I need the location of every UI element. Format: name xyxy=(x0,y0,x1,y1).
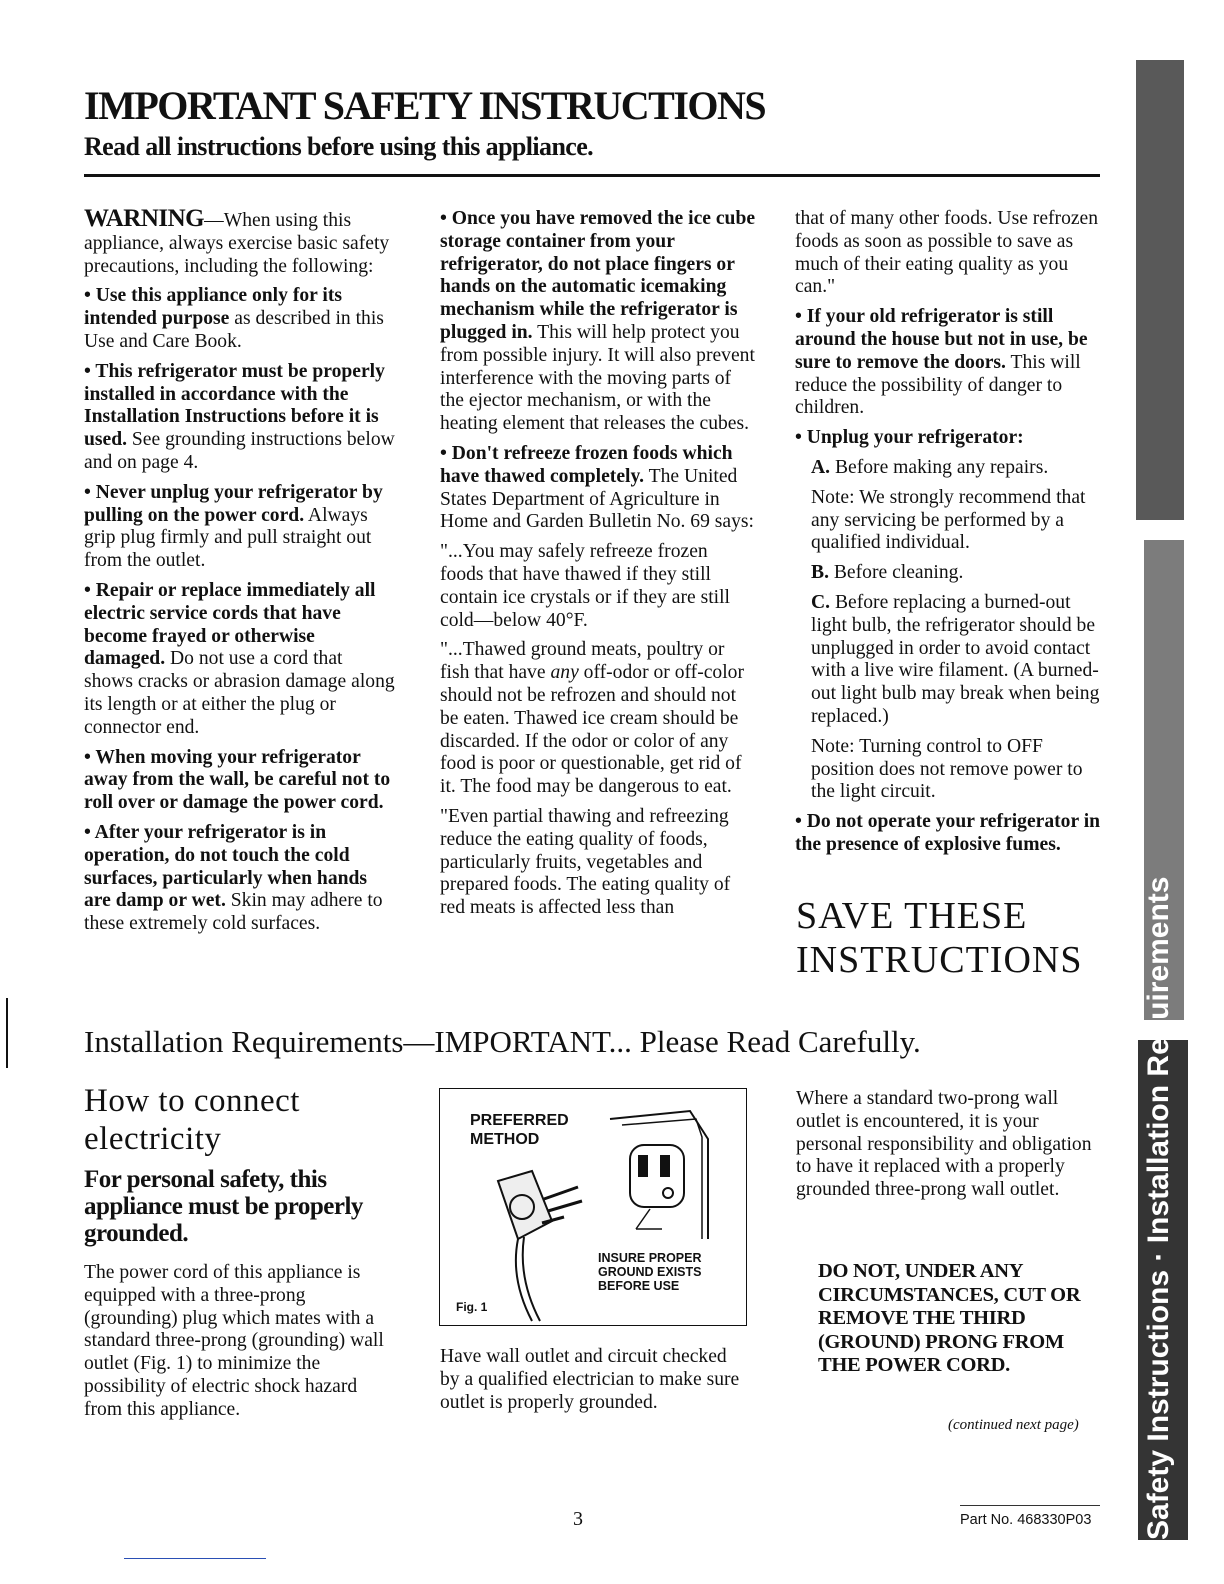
bullet-bold: • After your refrigerator is in operation, do not touch the cold surfaces, particularly when hands are damp or wet. xyxy=(84,821,368,912)
power-cord xyxy=(516,1239,532,1321)
outlet-slot-right xyxy=(660,1155,670,1177)
item-label: A. xyxy=(811,456,831,478)
bullet-text: See grounding instructions below and on page 4. xyxy=(84,429,395,473)
unplug-note: Note: Turning control to OFF position does not remove power to the light circuit. xyxy=(811,735,1083,803)
bullet-text: Do not use a cord that shows cracks or abrasion damage along its length or at either the plug or connector end. xyxy=(84,648,395,738)
bullet-bold: • Repair or replace immediately all electric service cords that have become frayed or otherwise damaged. xyxy=(84,579,376,670)
safety-bullet xyxy=(440,208,756,436)
warning-paragraph xyxy=(84,205,396,278)
bullet-text: Always grip plug firmly and pull straight out from the outlet. xyxy=(84,504,372,572)
figure-label-preferred: PREFERRED METHOD xyxy=(470,1112,569,1148)
safety-bullet xyxy=(84,822,396,936)
unplug-note: Note: We strongly recommend that any servicing be performed by a qualified individual. xyxy=(811,486,1086,554)
item-text: Before making any repairs. xyxy=(830,456,1049,478)
bullet-text: Skin may adhere to these extremely cold surfaces. xyxy=(84,890,383,935)
save-line-1: SAVE THESE xyxy=(796,895,1028,937)
usda-quote: "...You may safely refreeze frozen foods that have thawed if they still contain ice crystals or if they are still cold—below 40°F. xyxy=(440,541,730,631)
page-number: 3 xyxy=(573,1508,583,1530)
usda-quote xyxy=(440,639,756,799)
warning-heading: WARNING xyxy=(84,205,205,232)
plug-prong xyxy=(548,1201,582,1211)
grounding-heading: For personal safety, this appliance must be properly grounded. xyxy=(84,1166,363,1247)
safety-bullet xyxy=(795,427,1107,450)
usda-quote: "Even partial thawing and refreezing reduce the eating quality of foods, particularly fruits, vegetables and prepared foods. The eating quality of red meats is affected less than xyxy=(440,805,731,919)
safety-bullet xyxy=(84,285,396,353)
figure-number: Fig. 1 xyxy=(456,1300,488,1314)
bullet-bold: • Once you have removed the ice cube storage container from your refrigerator, do not place fingers or hands on the automatic icemaking mechanism while the refrigerator is plugged in. xyxy=(440,208,756,343)
unplug-item-a xyxy=(795,457,1107,480)
part-number: Part No. 468330P03 xyxy=(960,1512,1092,1528)
safety-column-left xyxy=(84,205,396,943)
figure-caption: Have wall outlet and circuit checked by a qualified electrician to make sure outlet is properly grounded. xyxy=(440,1346,740,1413)
unplug-item-b xyxy=(795,562,1107,585)
plug-prong xyxy=(544,1187,578,1199)
footer-line xyxy=(124,1558,266,1559)
bullet-bold: • If your old refrigerator is still around the house but not in use, be sure to remove the doors. xyxy=(795,306,1088,373)
plug-body xyxy=(498,1171,552,1239)
bullet-bold: • This refrigerator must be properly installed in accordance with the Installation Instructions before it is used. xyxy=(84,360,385,451)
safety-bullet xyxy=(795,811,1107,857)
safety-bullet xyxy=(84,747,396,815)
continued-note: (continued next page) xyxy=(948,1417,1079,1433)
quote-text: off-odor or off-color should not be refrozen and should not be eaten. Thawed ice cream should be discarded. If the odor or color of any food is poor or questionable, get rid of it. The food may be dangerous to eat. xyxy=(440,662,744,798)
unplug-item-c xyxy=(795,592,1107,729)
installation-heading-b: IMPORTANT... xyxy=(434,1024,632,1059)
item-label: B. xyxy=(811,562,829,584)
wall-plate-outline xyxy=(610,1111,708,1239)
bullet-text: This will reduce the possibility of danger to children. xyxy=(795,351,1081,419)
binding-mark xyxy=(6,998,8,1068)
how-to-connect-heading: How to connect electricity xyxy=(84,1083,300,1157)
section-tab-strip xyxy=(1118,0,1224,1584)
bullet-bold: • When moving your refrigerator away from the wall, be careful not to roll over or damage the power cord. xyxy=(84,746,391,814)
warning-text: —When using this appliance, always exercise basic safety precautions, including the following: xyxy=(84,210,390,277)
page-subtitle: Read all instructions before using this appliance. xyxy=(84,132,594,161)
quote-emphasis: any xyxy=(550,662,579,684)
bullet-bold: • Never unplug your refrigerator by pulling on the power cord. xyxy=(84,481,383,526)
bullet-bold: • Don't refreeze frozen foods which have thawed completely. xyxy=(440,442,733,487)
installation-heading-a: Installation Requirements— xyxy=(84,1024,435,1059)
safety-bullet xyxy=(84,361,396,475)
bullet-text: This will help protect you from possible injury. It will also prevent interference with the moving parts of the ejector mechanism, or with the heating element that releases the cubes. xyxy=(440,321,755,435)
part-number-rule xyxy=(960,1505,1100,1506)
save-line-2: INSTRUCTIONS xyxy=(796,939,1083,981)
two-prong-outlet-text: Where a standard two-prong wall outlet is encountered, it is your personal responsibility and obligation to have it replaced with a properly grounded three-prong wall outlet. xyxy=(796,1088,1092,1201)
quote-text: "...Thawed ground meats, poultry or fish that have xyxy=(440,639,725,684)
save-instructions-heading xyxy=(796,894,1082,982)
safety-column-middle xyxy=(440,208,756,927)
safety-bullet xyxy=(84,580,396,740)
callout-arrow xyxy=(636,1209,650,1229)
installation-heading xyxy=(84,1026,921,1057)
tab-block-upper xyxy=(1136,60,1184,520)
bullet-text: The United States Department of Agriculture in Home and Garden Bulletin No. 69 says: xyxy=(440,465,754,533)
bullet-text: as described in this Use and Care Book. xyxy=(84,308,384,352)
quote-continued: that of many other foods. Use refrozen foods as soon as possible to save as much of their eating quality as you can." xyxy=(795,208,1099,298)
do-not-cut-warning: DO NOT, UNDER ANY CIRCUMSTANCES, CUT OR REMOVE THE THIRD (GROUND) PRONG FROM THE POWER CORD. xyxy=(818,1260,1081,1376)
safety-column-right xyxy=(795,208,1107,864)
safety-bullet xyxy=(84,482,396,573)
outlet-slot-left xyxy=(638,1155,648,1177)
safety-bullet xyxy=(795,306,1107,420)
power-cord-text: The power cord of this appliance is equipped with a three-prong (grounding) plug which mates with a standard three-prong (grounding) wall outlet (Fig. 1) to minimize the possibility of electric shock hazard from this appliance. xyxy=(84,1262,384,1420)
item-label: C. xyxy=(811,591,831,613)
safety-bullet xyxy=(440,443,756,534)
figure-1-box xyxy=(439,1088,747,1326)
bullet-bold: • Do not operate your refrigerator in the presence of explosive fumes. xyxy=(795,811,1101,855)
bullet-bold: • Unplug your refrigerator: xyxy=(795,427,1024,449)
side-tab-label: Safety Instructions · Installation Requirements xyxy=(1142,876,1175,1540)
item-text: Before cleaning. xyxy=(828,562,964,584)
figure-label-insure: INSURE PROPER GROUND EXISTS BEFORE USE xyxy=(598,1251,702,1293)
title-divider xyxy=(84,174,1100,177)
item-text: Before replacing a burned-out light bulb, the refrigerator should be unplugged in order to avoid contact with a live wire filament. (A burned-out light bulb may break when being replaced.) xyxy=(811,591,1100,727)
outlet-screw xyxy=(663,1188,673,1198)
wall-plate-edge xyxy=(622,1119,702,1239)
page-title: IMPORTANT SAFETY INSTRUCTIONS xyxy=(84,83,766,128)
installation-heading-c: Please Read Carefully. xyxy=(631,1024,921,1059)
bullet-bold: • Use this appliance only for its intended purpose xyxy=(84,285,342,330)
